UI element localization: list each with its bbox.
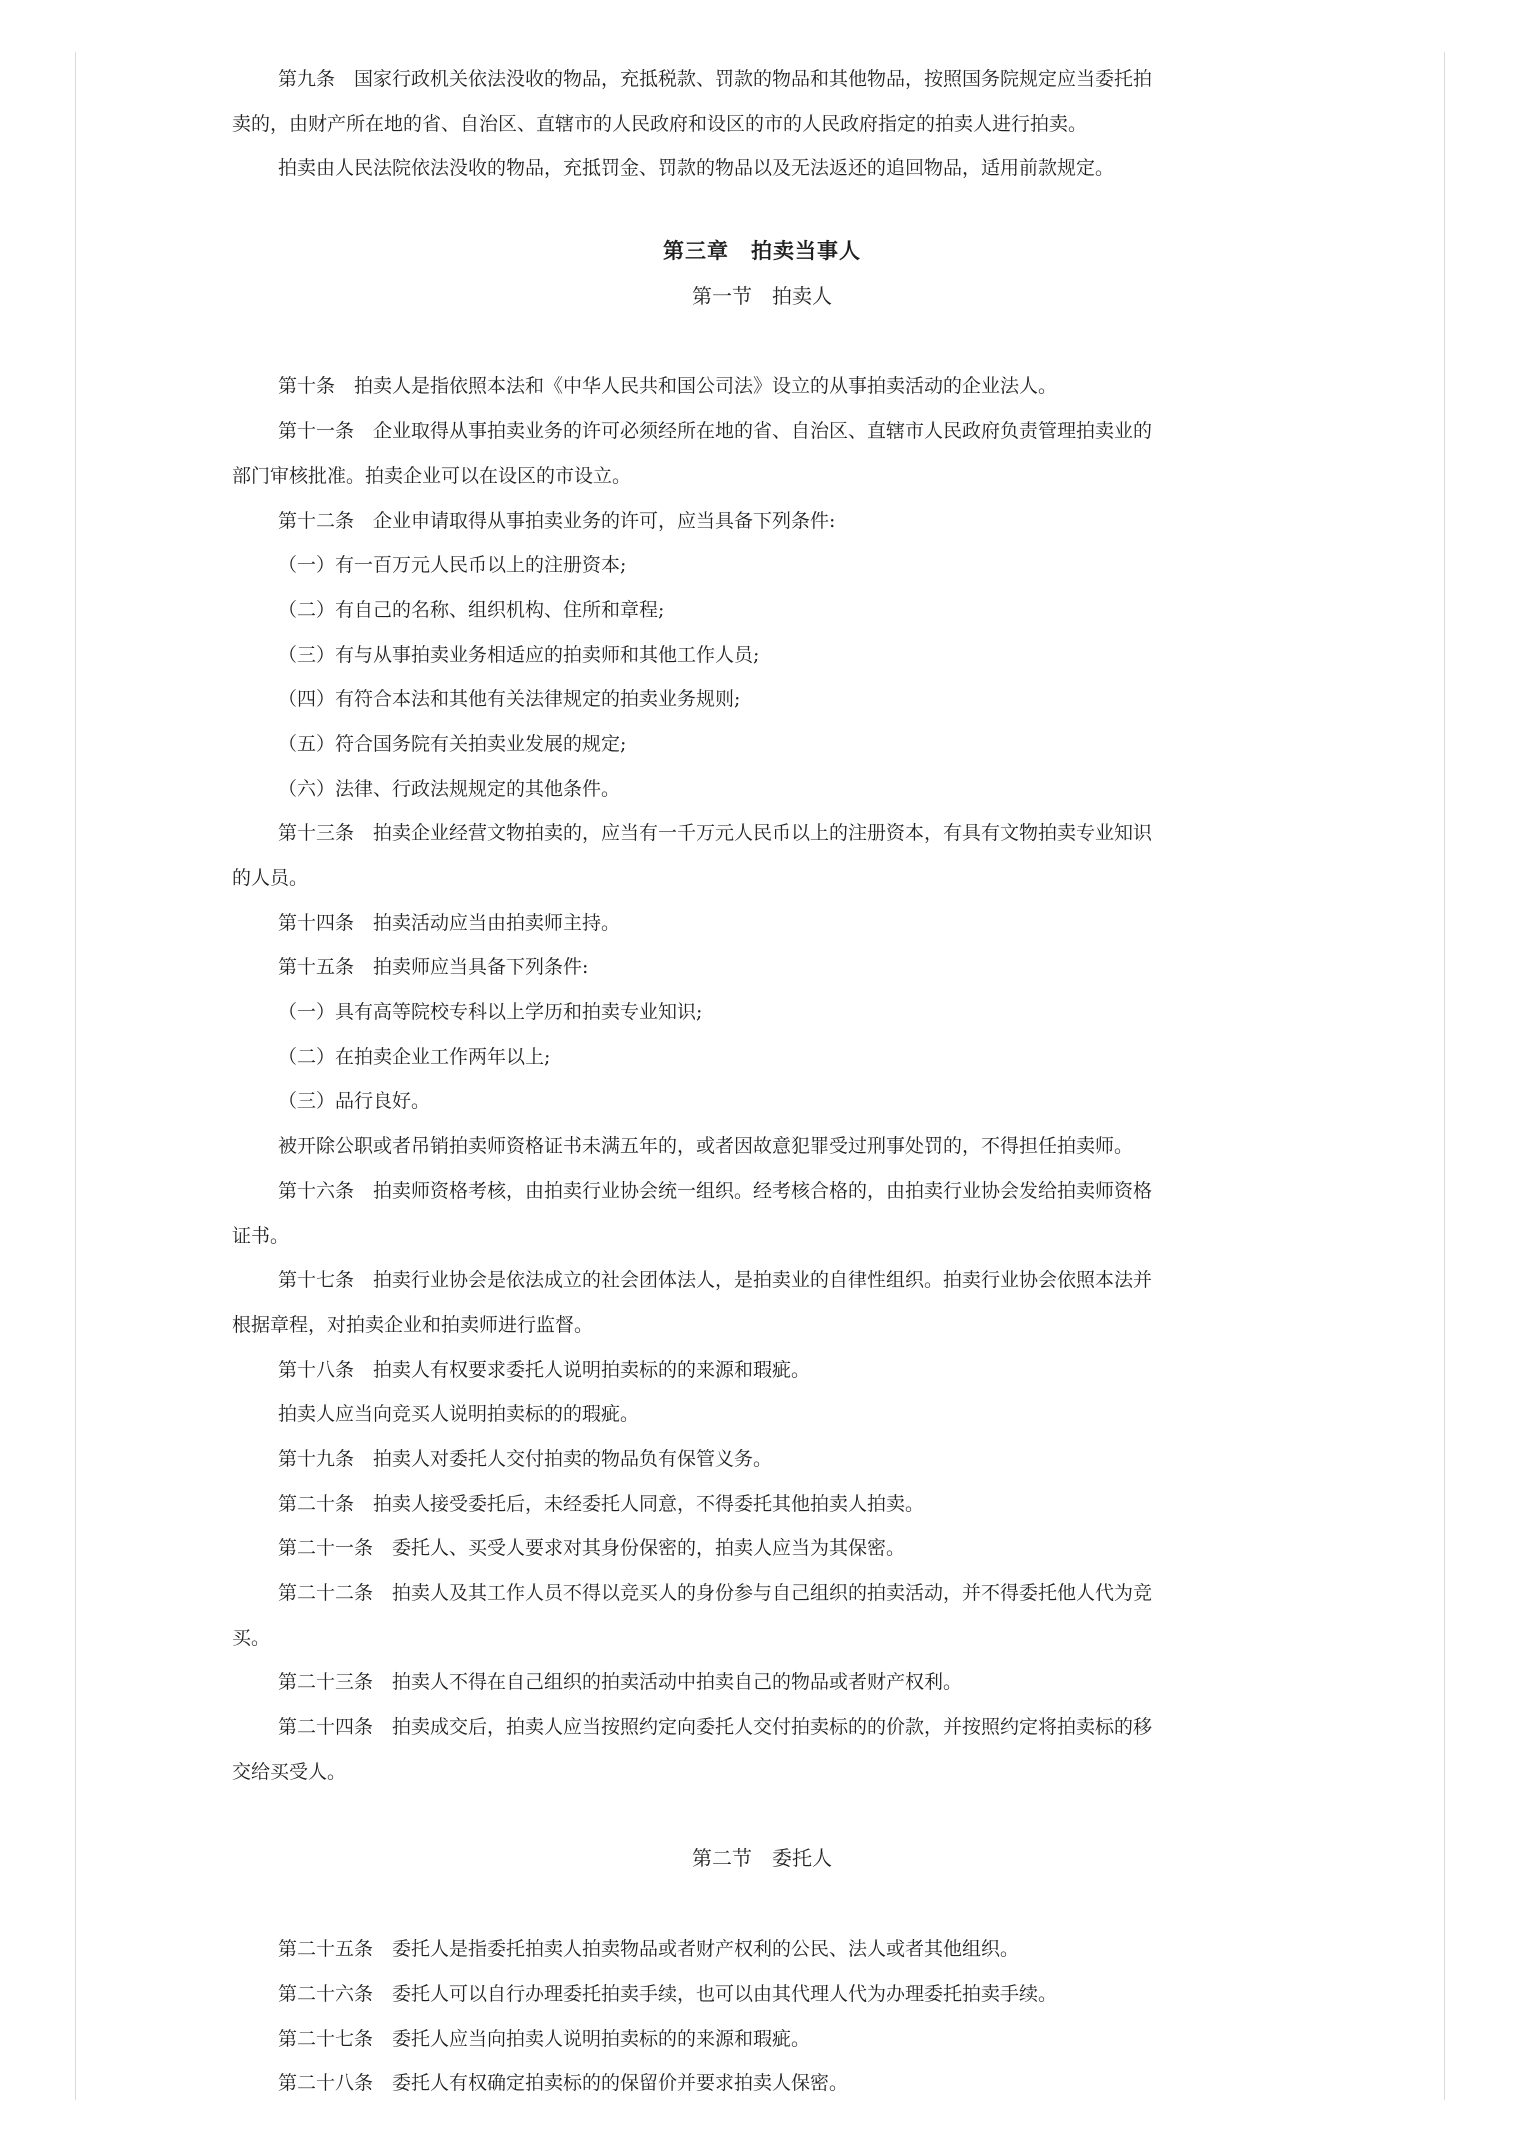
article-13-line-2: 的人员。 — [232, 867, 309, 889]
article-11-line-2: 部门审核批准。拍卖企业可以在设区的市设立。 — [232, 464, 632, 487]
document-body — [232, 57, 1292, 2106]
article-16-line-1: 第十六条 拍卖师资格考核，由拍卖行业协会统一组织。经考核合格的，由拍卖行业协会发给拍卖师资格 — [278, 1179, 1153, 1202]
article-20: 第二十条 拍卖人接受委托后，未经委托人同意，不得委托其他拍卖人拍卖。 — [278, 1492, 925, 1515]
article-12-item-4: （四）有符合本法和其他有关法律规定的拍卖业务规则; — [278, 688, 741, 711]
article-28: 第二十八条 委托人有权确定拍卖标的的保留价并要求拍卖人保密。 — [278, 2072, 849, 2095]
article-22-line-1: 第二十二条 拍卖人及其工作人员不得以竞买人的身份参与自己组织的拍卖活动，并不得委托他人代为竞 — [278, 1582, 1153, 1604]
article-15-item-2: （二）在拍卖企业工作两年以上; — [278, 1045, 551, 1068]
article-23: 第二十三条 拍卖人不得在自己组织的拍卖活动中拍卖自己的物品或者财产权利。 — [278, 1671, 963, 1694]
article-15-item-3: （三）品行良好。 — [278, 1090, 431, 1113]
article-26: 第二十六条 委托人可以自行办理委托拍卖手续，也可以由其代理人代为办理委托拍卖手续。 — [278, 1982, 1058, 2005]
article-10: 第十条 拍卖人是指依照本法和《中华人民共和国公司法》设立的从事拍卖活动的企业法人。 — [278, 375, 1058, 398]
article-12-item-5: （五）符合国务院有关拍卖业发展的规定; — [278, 732, 627, 755]
article-17-line-2: 根据章程，对拍卖企业和拍卖师进行监督。 — [232, 1313, 594, 1336]
section-1-heading: 第一节 拍卖人 — [692, 283, 832, 308]
article-14: 第十四条 拍卖活动应当由拍卖师主持。 — [278, 911, 621, 934]
article-12-item-6: （六）法律、行政法规规定的其他条件。 — [278, 777, 621, 800]
article-12-item-1: （一）有一百万元人民币以上的注册资本; — [278, 554, 627, 577]
article-9-line-1: 第九条 国家行政机关依法没收的物品，充抵税款、罚款的物品和其他物品，按照国务院规定应当委托拍 — [278, 68, 1153, 90]
article-12-item-3: （三）有与从事拍卖业务相适应的拍卖师和其他工作人员; — [278, 643, 760, 666]
article-11-line-1: 第十一条 企业取得从事拍卖业务的许可必须经所在地的省、自治区、直辖市人民政府负责管理拍卖业的 — [278, 420, 1153, 443]
chapter-3-heading: 第三章 拍卖当事人 — [663, 238, 861, 264]
page-right-border — [1444, 52, 1445, 2100]
article-12: 第十二条 企业申请取得从事拍卖业务的许可，应当具备下列条件: — [278, 509, 836, 532]
article-24-line-1: 第二十四条 拍卖成交后，拍卖人应当按照约定向委托人交付拍卖标的的价款，并按照约定将拍卖标的移 — [278, 1716, 1153, 1739]
article-22-line-2: 买。 — [232, 1626, 271, 1649]
article-9-paragraph-2: 拍卖由人民法院依法没收的物品，充抵罚金、罚款的物品以及无法返还的追回物品，适用前款规定。 — [278, 157, 1115, 180]
article-13-line-1: 第十三条 拍卖企业经营文物拍卖的，应当有一千万元人民币以上的注册资本，有具有文物拍卖专业知识 — [278, 822, 1153, 845]
article-25: 第二十五条 委托人是指委托拍卖人拍卖物品或者财产权利的公民、法人或者其他组织。 — [278, 1938, 1020, 1961]
article-12-item-2: （二）有自己的名称、组织机构、住所和章程; — [278, 598, 665, 621]
article-17-line-1: 第十七条 拍卖行业协会是依法成立的社会团体法人，是拍卖业的自律性组织。拍卖行业协会依照本法并 — [278, 1269, 1153, 1292]
article-15-item-1: （一）具有高等院校专科以上学历和拍卖专业知识; — [278, 1001, 703, 1024]
article-18: 第十八条 拍卖人有权要求委托人说明拍卖标的的来源和瑕疵。 — [278, 1358, 811, 1381]
page-left-border — [75, 52, 76, 2100]
article-16-line-2: 证书。 — [232, 1224, 290, 1247]
article-15: 第十五条 拍卖师应当具备下列条件: — [278, 956, 589, 979]
section-2-heading: 第二节 委托人 — [692, 1846, 832, 1871]
article-18-paragraph-2: 拍卖人应当向竞买人说明拍卖标的的瑕疵。 — [278, 1403, 640, 1426]
article-15-paragraph-2: 被开除公职或者吊销拍卖师资格证书未满五年的，或者因故意犯罪受过刑事处罚的，不得担任拍卖师。 — [278, 1135, 1134, 1158]
article-9-line-2: 卖的，由财产所在地的省、自治区、直辖市的人民政府和设区的市的人民政府指定的拍卖人进行拍卖。 — [232, 112, 1088, 135]
article-21: 第二十一条 委托人、买受人要求对其身份保密的，拍卖人应当为其保密。 — [278, 1537, 906, 1560]
article-27: 第二十七条 委托人应当向拍卖人说明拍卖标的的来源和瑕疵。 — [278, 2027, 811, 2050]
article-24-line-2: 交给买受人。 — [232, 1760, 347, 1783]
article-19: 第十九条 拍卖人对委托人交付拍卖的物品负有保管义务。 — [278, 1447, 773, 1470]
